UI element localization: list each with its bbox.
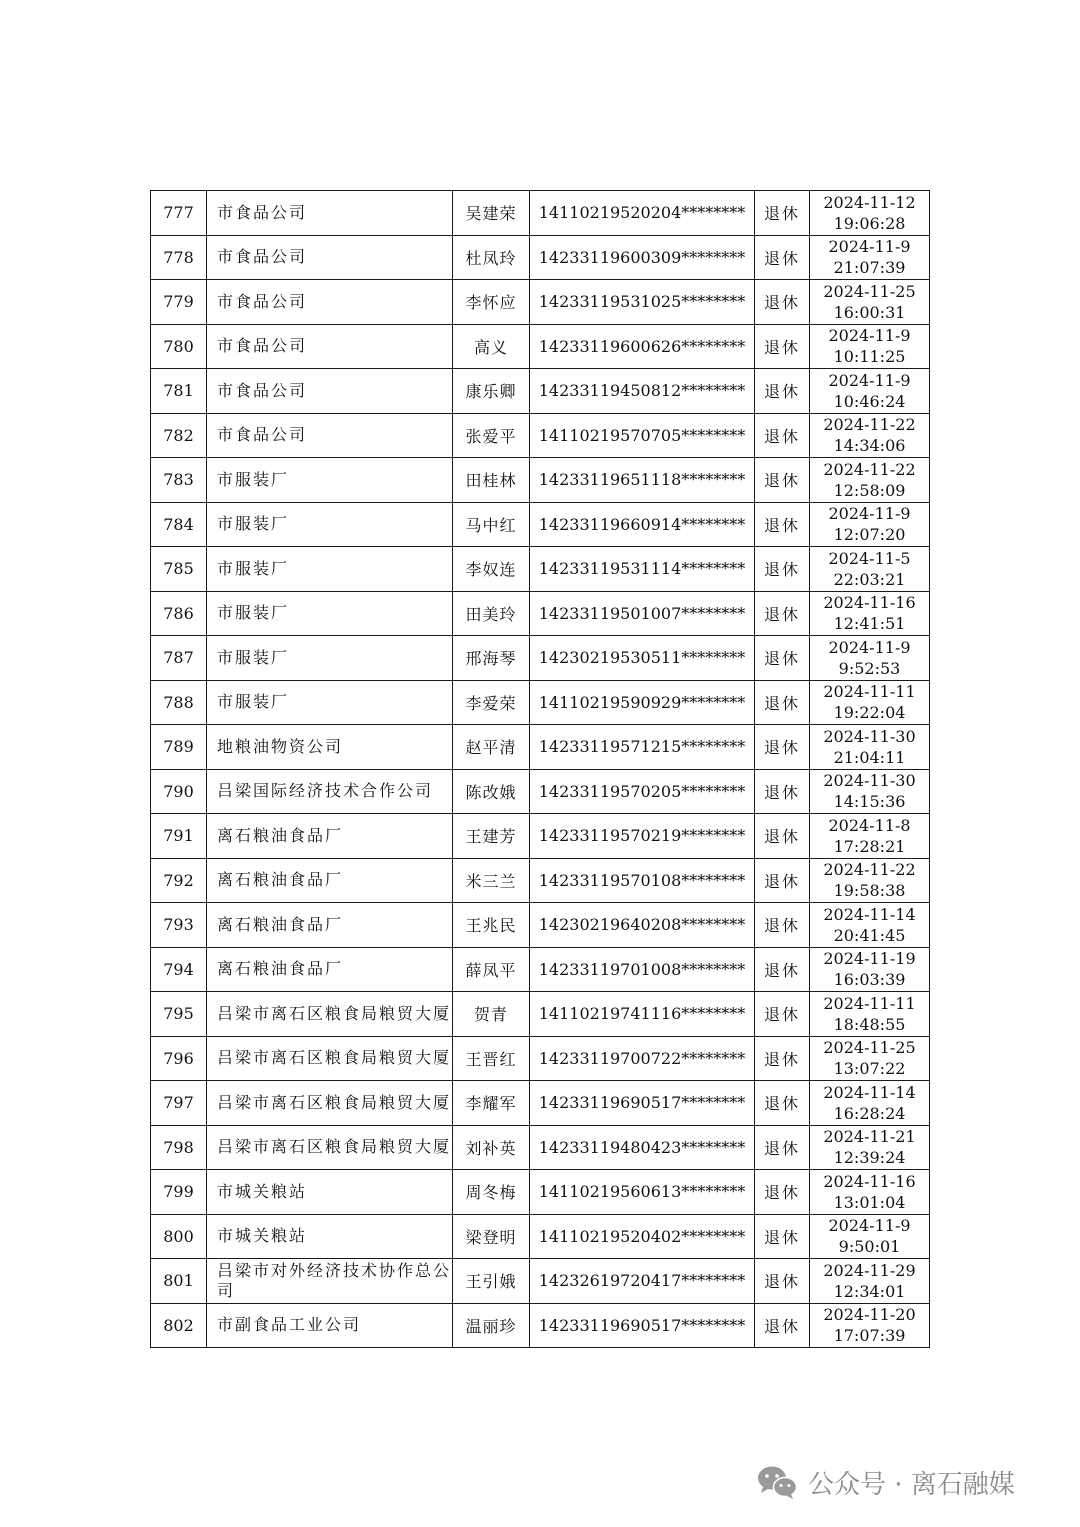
- timestamp-time: 18:48:55: [833, 1014, 906, 1034]
- table-row: [151, 725, 930, 770]
- timestamp-time: 10:46:24: [833, 391, 906, 411]
- row-number-cell: 798: [151, 1125, 207, 1170]
- row-number-cell: 792: [151, 858, 207, 903]
- table-row: [151, 547, 930, 592]
- id-number-cell: 14233119690517********: [530, 1081, 755, 1126]
- table-row: [151, 769, 930, 814]
- timestamp-cell: [810, 1214, 930, 1259]
- row-number-cell: 796: [151, 1036, 207, 1081]
- person-name-cell: 陈改娥: [453, 769, 530, 814]
- person-name-cell: 米三兰: [453, 858, 530, 903]
- timestamp-time: 12:58:09: [833, 480, 906, 500]
- row-number-cell: 802: [151, 1303, 207, 1348]
- status-cell: 退休: [755, 280, 810, 325]
- unit-cell: 市食品公司: [207, 324, 453, 369]
- timestamp-cell: [810, 1081, 930, 1126]
- timestamp-date: 2024-11-22: [823, 860, 916, 880]
- row-number-cell: 784: [151, 502, 207, 547]
- table-row: [151, 903, 930, 948]
- row-number-cell: 791: [151, 814, 207, 859]
- row-number-cell: 788: [151, 680, 207, 725]
- status-cell: 退休: [755, 992, 810, 1037]
- row-number-cell: 789: [151, 725, 207, 770]
- timestamp-cell: [810, 369, 930, 414]
- timestamp-date: 2024-11-30: [823, 726, 916, 746]
- timestamp-time: 16:28:24: [833, 1103, 906, 1123]
- id-number-cell: 14233119531114********: [530, 547, 755, 592]
- status-cell: 退休: [755, 1170, 810, 1215]
- person-name-cell: 王晋红: [453, 1036, 530, 1081]
- unit-cell: 离石粮油食品厂: [207, 903, 453, 948]
- person-name-cell: 王建芳: [453, 814, 530, 859]
- status-cell: 退休: [755, 1303, 810, 1348]
- personnel-table: [150, 190, 930, 1348]
- table-row: [151, 947, 930, 992]
- row-number-cell: 781: [151, 369, 207, 414]
- person-name-cell: 周冬梅: [453, 1170, 530, 1215]
- unit-cell: 市服装厂: [207, 591, 453, 636]
- table-row: [151, 814, 930, 859]
- unit-cell: 市城关粮站: [207, 1214, 453, 1259]
- timestamp-cell: [810, 769, 930, 814]
- timestamp-cell: [810, 191, 930, 236]
- timestamp-cell: [810, 235, 930, 280]
- timestamp-time: 10:11:25: [833, 347, 906, 367]
- table-row: [151, 502, 930, 547]
- unit-cell: 市城关粮站: [207, 1170, 453, 1215]
- table-row: [151, 191, 930, 236]
- row-number-cell: 778: [151, 235, 207, 280]
- status-cell: 退休: [755, 1081, 810, 1126]
- id-number-cell: 14110219560613********: [530, 1170, 755, 1215]
- table-row: [151, 280, 930, 325]
- timestamp-date: 2024-11-11: [823, 682, 916, 702]
- table-row: [151, 458, 930, 503]
- timestamp-time: 19:58:38: [833, 881, 906, 901]
- unit-cell: 离石粮油食品厂: [207, 814, 453, 859]
- timestamp-date: 2024-11-14: [823, 1082, 916, 1102]
- unit-cell: 市服装厂: [207, 458, 453, 503]
- row-number-cell: 799: [151, 1170, 207, 1215]
- timestamp-cell: [810, 725, 930, 770]
- table-row: [151, 324, 930, 369]
- timestamp-time: 22:03:21: [833, 569, 906, 589]
- status-cell: 退休: [755, 1259, 810, 1304]
- person-name-cell: 贺青: [453, 992, 530, 1037]
- person-name-cell: 刘补英: [453, 1125, 530, 1170]
- timestamp-date: 2024-11-16: [823, 593, 916, 613]
- timestamp-time: 14:15:36: [833, 792, 906, 812]
- timestamp-cell: [810, 680, 930, 725]
- timestamp-cell: [810, 324, 930, 369]
- table-row: [151, 1214, 930, 1259]
- person-name-cell: 李爱荣: [453, 680, 530, 725]
- person-name-cell: 马中红: [453, 502, 530, 547]
- table-row: [151, 858, 930, 903]
- unit-cell: 离石粮油食品厂: [207, 947, 453, 992]
- timestamp-cell: [810, 1303, 930, 1348]
- person-name-cell: 温丽珍: [453, 1303, 530, 1348]
- person-name-cell: 康乐卿: [453, 369, 530, 414]
- timestamp-time: 12:39:24: [833, 1148, 906, 1168]
- timestamp-cell: [810, 1125, 930, 1170]
- timestamp-cell: [810, 1170, 930, 1215]
- row-number-cell: 783: [151, 458, 207, 503]
- id-number-cell: 14110219741116********: [530, 992, 755, 1037]
- unit-cell: 市食品公司: [207, 280, 453, 325]
- unit-cell: 市食品公司: [207, 235, 453, 280]
- timestamp-time: 20:41:45: [833, 925, 906, 945]
- table-row: [151, 992, 930, 1037]
- timestamp-cell: [810, 591, 930, 636]
- timestamp-cell: [810, 502, 930, 547]
- status-cell: 退休: [755, 1125, 810, 1170]
- status-cell: 退休: [755, 413, 810, 458]
- row-number-cell: 777: [151, 191, 207, 236]
- unit-cell: 市食品公司: [207, 369, 453, 414]
- id-number-cell: 14230219640208********: [530, 903, 755, 948]
- timestamp-date: 2024-11-30: [823, 771, 916, 791]
- table-row: [151, 1125, 930, 1170]
- row-number-cell: 782: [151, 413, 207, 458]
- unit-cell: 市副食品工业公司: [207, 1303, 453, 1348]
- table-row: [151, 1170, 930, 1215]
- timestamp-cell: [810, 1259, 930, 1304]
- row-number-cell: 790: [151, 769, 207, 814]
- row-number-cell: 780: [151, 324, 207, 369]
- id-number-cell: 14233119570219********: [530, 814, 755, 859]
- timestamp-date: 2024-11-25: [823, 281, 916, 301]
- timestamp-date: 2024-11-9: [828, 326, 911, 346]
- row-number-cell: 801: [151, 1259, 207, 1304]
- timestamp-cell: [810, 280, 930, 325]
- person-name-cell: 李怀应: [453, 280, 530, 325]
- id-number-cell: 14230219530511********: [530, 636, 755, 681]
- table-row: [151, 680, 930, 725]
- status-cell: 退休: [755, 814, 810, 859]
- id-number-cell: 14110219570705********: [530, 413, 755, 458]
- timestamp-time: 21:07:39: [833, 258, 906, 278]
- id-number-cell: 14233119531025********: [530, 280, 755, 325]
- id-number-cell: 14233119480423********: [530, 1125, 755, 1170]
- id-number-cell: 14233119571215********: [530, 725, 755, 770]
- person-name-cell: 田桂林: [453, 458, 530, 503]
- id-number-cell: 14233119570108********: [530, 858, 755, 903]
- status-cell: 退休: [755, 1214, 810, 1259]
- status-cell: 退休: [755, 235, 810, 280]
- id-number-cell: 14233119651118********: [530, 458, 755, 503]
- row-number-cell: 793: [151, 903, 207, 948]
- unit-cell: 地粮油物资公司: [207, 725, 453, 770]
- timestamp-time: 9:50:01: [838, 1237, 901, 1257]
- unit-cell: 市服装厂: [207, 502, 453, 547]
- timestamp-date: 2024-11-21: [823, 1127, 916, 1147]
- id-number-cell: 14233119570205********: [530, 769, 755, 814]
- timestamp-date: 2024-11-5: [828, 548, 911, 568]
- wechat-icon: [756, 1464, 798, 1500]
- timestamp-time: 16:03:39: [833, 970, 906, 990]
- row-number-cell: 800: [151, 1214, 207, 1259]
- timestamp-date: 2024-11-9: [828, 370, 911, 390]
- status-cell: 退休: [755, 547, 810, 592]
- timestamp-date: 2024-11-19: [823, 949, 916, 969]
- timestamp-time: 19:06:28: [833, 213, 906, 233]
- row-number-cell: 787: [151, 636, 207, 681]
- timestamp-time: 12:34:01: [833, 1281, 906, 1301]
- unit-cell: 离石粮油食品厂: [207, 858, 453, 903]
- status-cell: 退休: [755, 1036, 810, 1081]
- status-cell: 退休: [755, 324, 810, 369]
- table-row: [151, 1259, 930, 1304]
- timestamp-time: 9:52:53: [838, 658, 901, 678]
- timestamp-cell: [810, 636, 930, 681]
- status-cell: 退休: [755, 591, 810, 636]
- person-name-cell: 吴建荣: [453, 191, 530, 236]
- timestamp-cell: [810, 547, 930, 592]
- table-row: [151, 1081, 930, 1126]
- timestamp-date: 2024-11-12: [823, 192, 916, 212]
- timestamp-date: 2024-11-9: [828, 637, 911, 657]
- unit-cell: 吕梁市离石区粮食局粮贸大厦: [207, 992, 453, 1037]
- table-row: [151, 413, 930, 458]
- timestamp-date: 2024-11-8: [828, 815, 911, 835]
- unit-cell: 吕梁市离石区粮食局粮贸大厦: [207, 1036, 453, 1081]
- unit-cell: 市服装厂: [207, 547, 453, 592]
- status-cell: 退休: [755, 903, 810, 948]
- person-name-cell: 邢海琴: [453, 636, 530, 681]
- id-number-cell: 14233119600626********: [530, 324, 755, 369]
- unit-cell: 市服装厂: [207, 636, 453, 681]
- table-body: [151, 191, 930, 1348]
- id-number-cell: 14233119660914********: [530, 502, 755, 547]
- timestamp-time: 13:07:22: [833, 1059, 906, 1079]
- timestamp-date: 2024-11-9: [828, 237, 911, 257]
- person-name-cell: 高义: [453, 324, 530, 369]
- status-cell: 退休: [755, 458, 810, 503]
- unit-cell: 吕梁市离石区粮食局粮贸大厦: [207, 1125, 453, 1170]
- id-number-cell: 14110219520204********: [530, 191, 755, 236]
- timestamp-date: 2024-11-25: [823, 1038, 916, 1058]
- unit-cell: 市食品公司: [207, 413, 453, 458]
- timestamp-time: 17:28:21: [833, 836, 906, 856]
- id-number-cell: 14233119701008********: [530, 947, 755, 992]
- watermark: [756, 1462, 1015, 1502]
- timestamp-date: 2024-11-22: [823, 459, 916, 479]
- person-name-cell: 李耀军: [453, 1081, 530, 1126]
- timestamp-cell: [810, 1036, 930, 1081]
- timestamp-date: 2024-11-9: [828, 1216, 911, 1236]
- table-row: [151, 235, 930, 280]
- id-number-cell: 14110219520402********: [530, 1214, 755, 1259]
- row-number-cell: 779: [151, 280, 207, 325]
- timestamp-cell: [810, 814, 930, 859]
- watermark-text: 公众号 · 离石融媒: [808, 1469, 1015, 1500]
- person-name-cell: 李奴连: [453, 547, 530, 592]
- id-number-cell: 14110219590929********: [530, 680, 755, 725]
- id-number-cell: 14233119700722********: [530, 1036, 755, 1081]
- timestamp-cell: [810, 947, 930, 992]
- id-number-cell: 14233119501007********: [530, 591, 755, 636]
- status-cell: 退休: [755, 680, 810, 725]
- timestamp-time: 16:00:31: [833, 302, 906, 322]
- row-number-cell: 786: [151, 591, 207, 636]
- timestamp-cell: [810, 458, 930, 503]
- row-number-cell: 795: [151, 992, 207, 1037]
- unit-cell: 吕梁国际经济技术合作公司: [207, 769, 453, 814]
- unit-cell: 吕梁市对外经济技术协作总公司: [207, 1259, 453, 1304]
- table-row: [151, 1036, 930, 1081]
- timestamp-time: 21:04:11: [833, 747, 906, 767]
- person-name-cell: 薛凤平: [453, 947, 530, 992]
- person-name-cell: 张爱平: [453, 413, 530, 458]
- id-number-cell: 14233119690517********: [530, 1303, 755, 1348]
- id-number-cell: 14232619720417********: [530, 1259, 755, 1304]
- table-row: [151, 591, 930, 636]
- table-row: [151, 369, 930, 414]
- timestamp-time: 19:22:04: [833, 703, 906, 723]
- status-cell: 退休: [755, 191, 810, 236]
- table-row: [151, 636, 930, 681]
- status-cell: 退休: [755, 502, 810, 547]
- unit-cell: 吕梁市离石区粮食局粮贸大厦: [207, 1081, 453, 1126]
- status-cell: 退休: [755, 858, 810, 903]
- timestamp-time: 12:41:51: [833, 614, 906, 634]
- person-name-cell: 梁登明: [453, 1214, 530, 1259]
- timestamp-time: 14:34:06: [833, 436, 906, 456]
- status-cell: 退休: [755, 947, 810, 992]
- person-name-cell: 王兆民: [453, 903, 530, 948]
- person-name-cell: 赵平清: [453, 725, 530, 770]
- status-cell: 退休: [755, 725, 810, 770]
- timestamp-date: 2024-11-20: [823, 1305, 916, 1325]
- timestamp-date: 2024-11-16: [823, 1171, 916, 1191]
- timestamp-time: 17:07:39: [833, 1326, 906, 1346]
- timestamp-date: 2024-11-29: [823, 1260, 916, 1280]
- row-number-cell: 797: [151, 1081, 207, 1126]
- timestamp-date: 2024-11-22: [823, 415, 916, 435]
- status-cell: 退休: [755, 769, 810, 814]
- timestamp-date: 2024-11-9: [828, 504, 911, 524]
- row-number-cell: 785: [151, 547, 207, 592]
- person-name-cell: 王引娥: [453, 1259, 530, 1304]
- timestamp-date: 2024-11-11: [823, 993, 916, 1013]
- id-number-cell: 14233119600309********: [530, 235, 755, 280]
- timestamp-date: 2024-11-14: [823, 904, 916, 924]
- table-row: [151, 1303, 930, 1348]
- row-number-cell: 794: [151, 947, 207, 992]
- unit-cell: 市食品公司: [207, 191, 453, 236]
- timestamp-time: 13:01:04: [833, 1192, 906, 1212]
- id-number-cell: 14233119450812********: [530, 369, 755, 414]
- timestamp-time: 12:07:20: [833, 525, 906, 545]
- timestamp-cell: [810, 858, 930, 903]
- timestamp-cell: [810, 992, 930, 1037]
- person-name-cell: 杜凤玲: [453, 235, 530, 280]
- person-name-cell: 田美玲: [453, 591, 530, 636]
- status-cell: 退休: [755, 369, 810, 414]
- timestamp-cell: [810, 903, 930, 948]
- timestamp-cell: [810, 413, 930, 458]
- status-cell: 退休: [755, 636, 810, 681]
- unit-cell: 市服装厂: [207, 680, 453, 725]
